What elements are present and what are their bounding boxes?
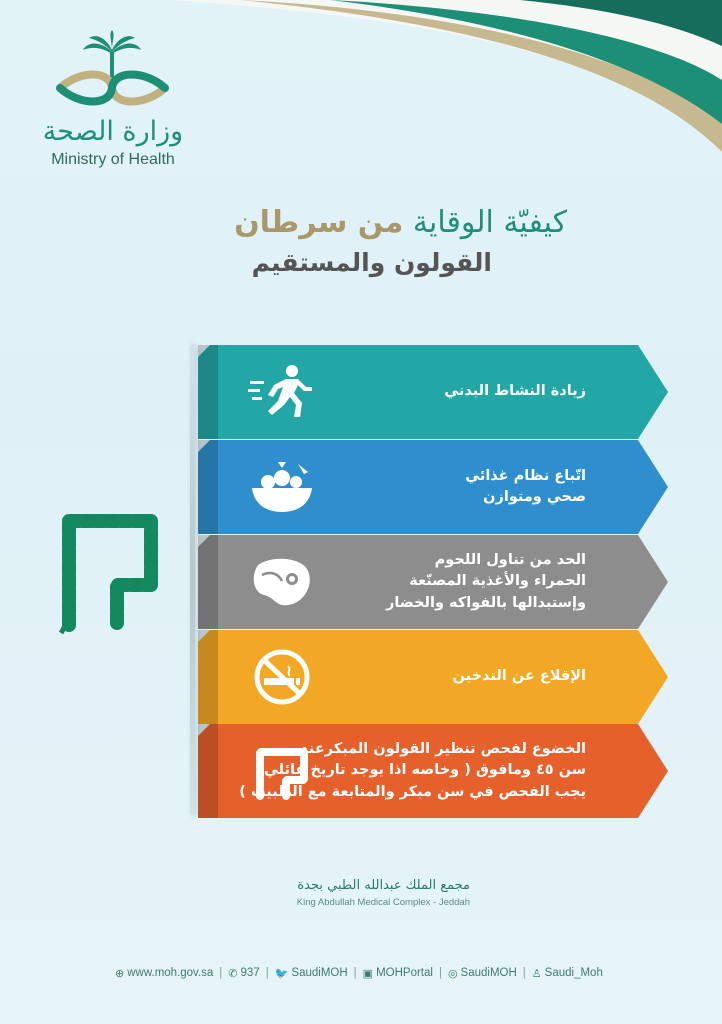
prevention-item [198, 630, 668, 724]
separator: | [219, 967, 223, 979]
globe-icon: ⊕ [115, 967, 125, 980]
prevention-text-line: يجب الفحص في سن مبكر والمتابعة مع الطبيب ) [239, 783, 586, 800]
social-links [115, 964, 603, 982]
ministry-name-arabic: وزارة الصحة [42, 116, 184, 147]
prevention-text [239, 724, 586, 818]
prevention-text-line: الإقلاع عن التدخين [452, 668, 586, 685]
youtube-icon: ▣ [362, 967, 374, 980]
separator: | [265, 967, 269, 979]
prevention-text-line: الحد من تناول اللحوم [434, 552, 586, 569]
prevention-text-line: الحمراء والأغذية المصنّعة [409, 573, 586, 590]
complex-name-english: King Abdullah Medical Complex - Jeddah [296, 897, 470, 908]
ministry-name-english: Ministry of Health [51, 151, 175, 168]
prevention-text-line: صحي ومتوازن [483, 489, 586, 505]
separator: | [522, 967, 526, 979]
social-handle: SaudiMOH [460, 967, 517, 979]
social-handle: MOHPortal [376, 967, 433, 979]
prevention-text [386, 535, 586, 629]
prevention-text-line: الخضوع لفحص تنظير القولون المبكرعند [300, 741, 586, 758]
food-bowl-icon [248, 458, 316, 516]
prevention-text [453, 630, 586, 724]
social-handle: www.moh.gov.sa [127, 967, 214, 979]
separator: | [438, 967, 442, 979]
social-link[interactable] [363, 967, 433, 980]
instagram-icon: ◎ [447, 967, 458, 980]
ministry-logo [25, 30, 225, 170]
social-link[interactable] [448, 967, 517, 980]
social-link[interactable] [115, 967, 213, 980]
social-handle: 937 [240, 967, 260, 979]
prevention-text [444, 345, 586, 439]
social-link[interactable] [532, 967, 603, 980]
prevention-text-line: زيادة النشاط البدني [444, 383, 586, 400]
separator: | [353, 967, 357, 979]
social-link[interactable] [275, 967, 348, 980]
palm-swords-emblem-icon [25, 30, 225, 120]
social-handle: Saudi_Moh [544, 967, 603, 979]
prevention-item [198, 724, 668, 818]
steak-icon [248, 553, 316, 611]
no-smoking-icon [248, 648, 316, 706]
prevention-text [465, 440, 586, 534]
title-part2: من سرطان [234, 205, 404, 240]
colon-illustration-icon [55, 505, 165, 635]
running-person-icon [248, 363, 316, 421]
prevention-item [198, 535, 668, 629]
prevention-item [198, 440, 668, 534]
prevention-text-line: وإستبدالها بالفواكه والخضار [386, 594, 586, 611]
twitter-icon: 🐦 [274, 967, 289, 980]
page-subtitle: القولون والمستقيم [251, 248, 492, 277]
social-handle: SaudiMOH [291, 967, 348, 979]
prevention-item [198, 345, 668, 439]
prevention-text-line: اتّباع نظام غذائي [465, 467, 586, 484]
complex-name-arabic: مجمع الملك عبدالله الطبي بجدة [297, 878, 470, 893]
prevention-text-line: سن ٤٥ ومافوق ( وخاصه اذا يوجد تاريخ عائلي [264, 762, 586, 779]
social-link[interactable] [228, 967, 259, 980]
snapchat-icon: ♙ [531, 967, 542, 980]
page-title [234, 205, 567, 240]
title-part1: كيفيّة الوقاية [412, 205, 567, 240]
phone-icon: ✆ [228, 967, 238, 980]
vertical-divider [190, 345, 195, 815]
